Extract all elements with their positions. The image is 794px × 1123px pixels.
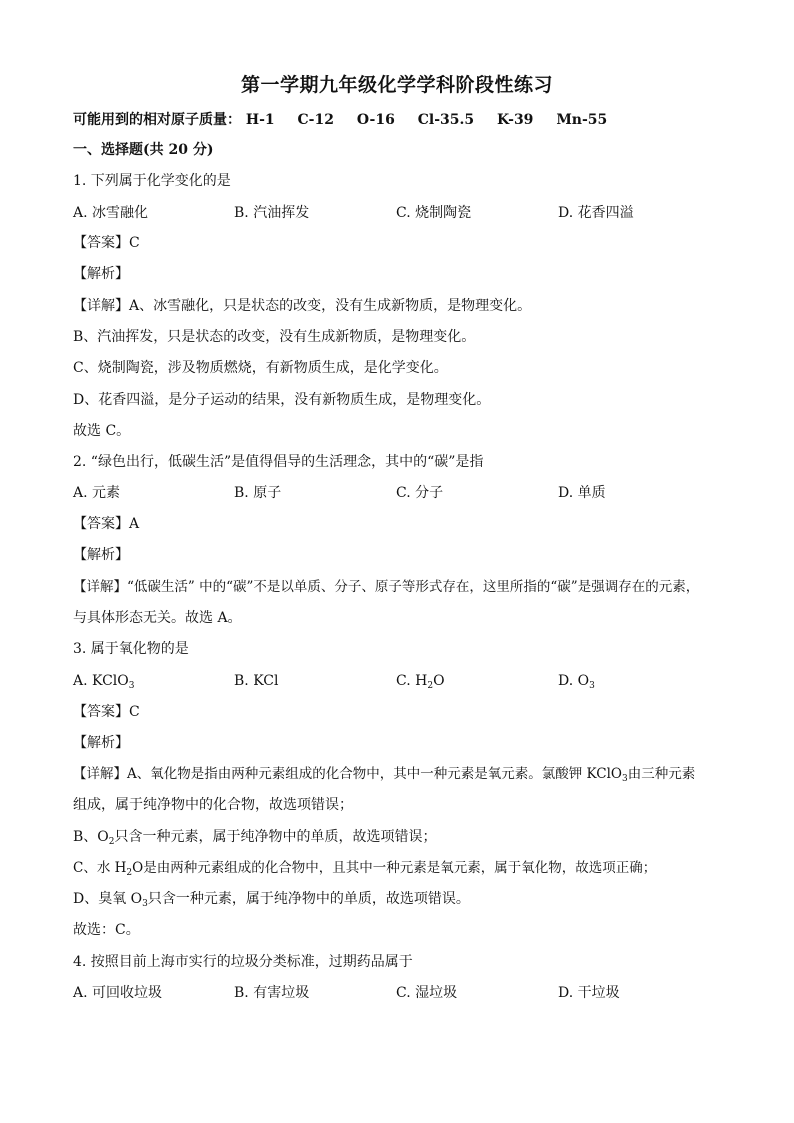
section-heading: 一、选择题(共 20 分) [73, 142, 214, 158]
question-3-option-c: C. $H_2O$ [396, 673, 445, 691]
question-1-option-d: D. 花香四溢 [558, 205, 634, 221]
atomic-mass-item: K-39 [496, 112, 534, 128]
question-4-option-b: B. 有害垃圾 [234, 985, 310, 1001]
question-1-option-c: C. 烧制陶瓷 [396, 205, 472, 221]
question-1-detail-line: C、烧制陶瓷，涉及物质燃烧，有新物质生成，是化学变化。 [73, 360, 448, 376]
question-1-option-a: A. 冰雪融化 [73, 205, 149, 221]
question-3-conclusion: 故选：C。 [73, 922, 140, 938]
question-2-option-d: D. 单质 [558, 485, 606, 501]
question-1-answer: 【答案】C [73, 235, 140, 251]
question-1-conclusion: 故选 C。 [73, 423, 131, 439]
question-3-detail-line: D、臭氧 $O_3$只含一种元素，属于纯净物中的单质，故选项错误。 [73, 891, 470, 909]
question-1-detail-line: B、汽油挥发，只是状态的改变，没有生成新物质，是物理变化。 [73, 329, 476, 345]
question-4-option-c: C. 湿垃圾 [396, 985, 458, 1001]
page-title: 第一学期九年级化学学科阶段性练习 [240, 74, 553, 96]
question-2-option-b: B. 原子 [234, 485, 282, 501]
atomic-mass-item: O-16 [356, 112, 395, 128]
question-4-option-d: D. 干垃圾 [558, 985, 620, 1001]
question-3-answer: 【答案】C [73, 704, 140, 720]
question-1-detail-line: D、花香四溢，是分子运动的结果，没有新物质生成，是物理变化。 [73, 392, 491, 408]
question-2-stem: 2. “绿色出行，低碳生活”是值得倡导的生活理念，其中的“碳”是指 [73, 454, 484, 470]
atomic-mass-item: Mn-55 [556, 112, 608, 128]
question-3-detail-line: C、水 $H_2O$是由两种元素组成的化合物中，且其中一种元素是氧元素，属于氧化物，故选项正确； [73, 860, 657, 878]
question-3-option-d: D. $O_3$ [558, 673, 595, 691]
question-1-stem: 1. 下列属于化学变化的是 [73, 173, 231, 189]
question-2-option-a: A. 元素 [73, 485, 121, 501]
question-2-detail-line: 与具体形态无关。故选 A。 [73, 610, 242, 626]
question-3-detail-line: 【详解】A、氧化物是指由两种元素组成的化合物中，其中一种元素是氧元素。氯酸钾 KClO$_3$由三种元素 [73, 766, 696, 784]
question-2-option-c: C. 分子 [396, 485, 444, 501]
question-1-analysis-label: 【解析】 [73, 266, 129, 282]
question-3-option-a: A. KClO$_3$ [73, 673, 135, 691]
question-2-analysis-label: 【解析】 [73, 547, 129, 563]
question-3-detail-line: B、$O_2$只含一种元素，属于纯净物中的单质，故选项错误； [73, 829, 437, 847]
question-2-answer: 【答案】A [73, 516, 140, 532]
question-4-option-a: A. 可回收垃圾 [73, 985, 163, 1001]
question-2-detail-line: 【详解】“低碳生活” 中的“碳”不是以单质、分子、原子等形式存在，这里所指的“碳”是强调存在的元素， [73, 579, 700, 595]
question-3-analysis-label: 【解析】 [73, 735, 129, 751]
atomic-mass-line [73, 110, 625, 130]
atomic-mass-item: H-1 [245, 112, 275, 128]
atomic-mass-item: Cl-35.5 [417, 112, 475, 128]
question-3-stem: 3. 属于氧化物的是 [73, 641, 189, 657]
atomic-mass-label: 可能用到的相对原子质量： [73, 112, 241, 128]
atomic-mass-item: C-12 [297, 112, 334, 128]
question-1-option-b: B. 汽油挥发 [234, 205, 310, 221]
question-1-detail-line: 【详解】A、冰雪融化，只是状态的改变，没有生成新物质，是物理变化。 [73, 298, 532, 314]
question-3-detail-line: 组成，属于纯净物中的化合物，故选项错误； [73, 797, 353, 813]
question-3-option-b: B. KCl [234, 673, 279, 689]
question-4-stem: 4. 按照目前上海市实行的垃圾分类标准，过期药品属于 [73, 954, 413, 970]
